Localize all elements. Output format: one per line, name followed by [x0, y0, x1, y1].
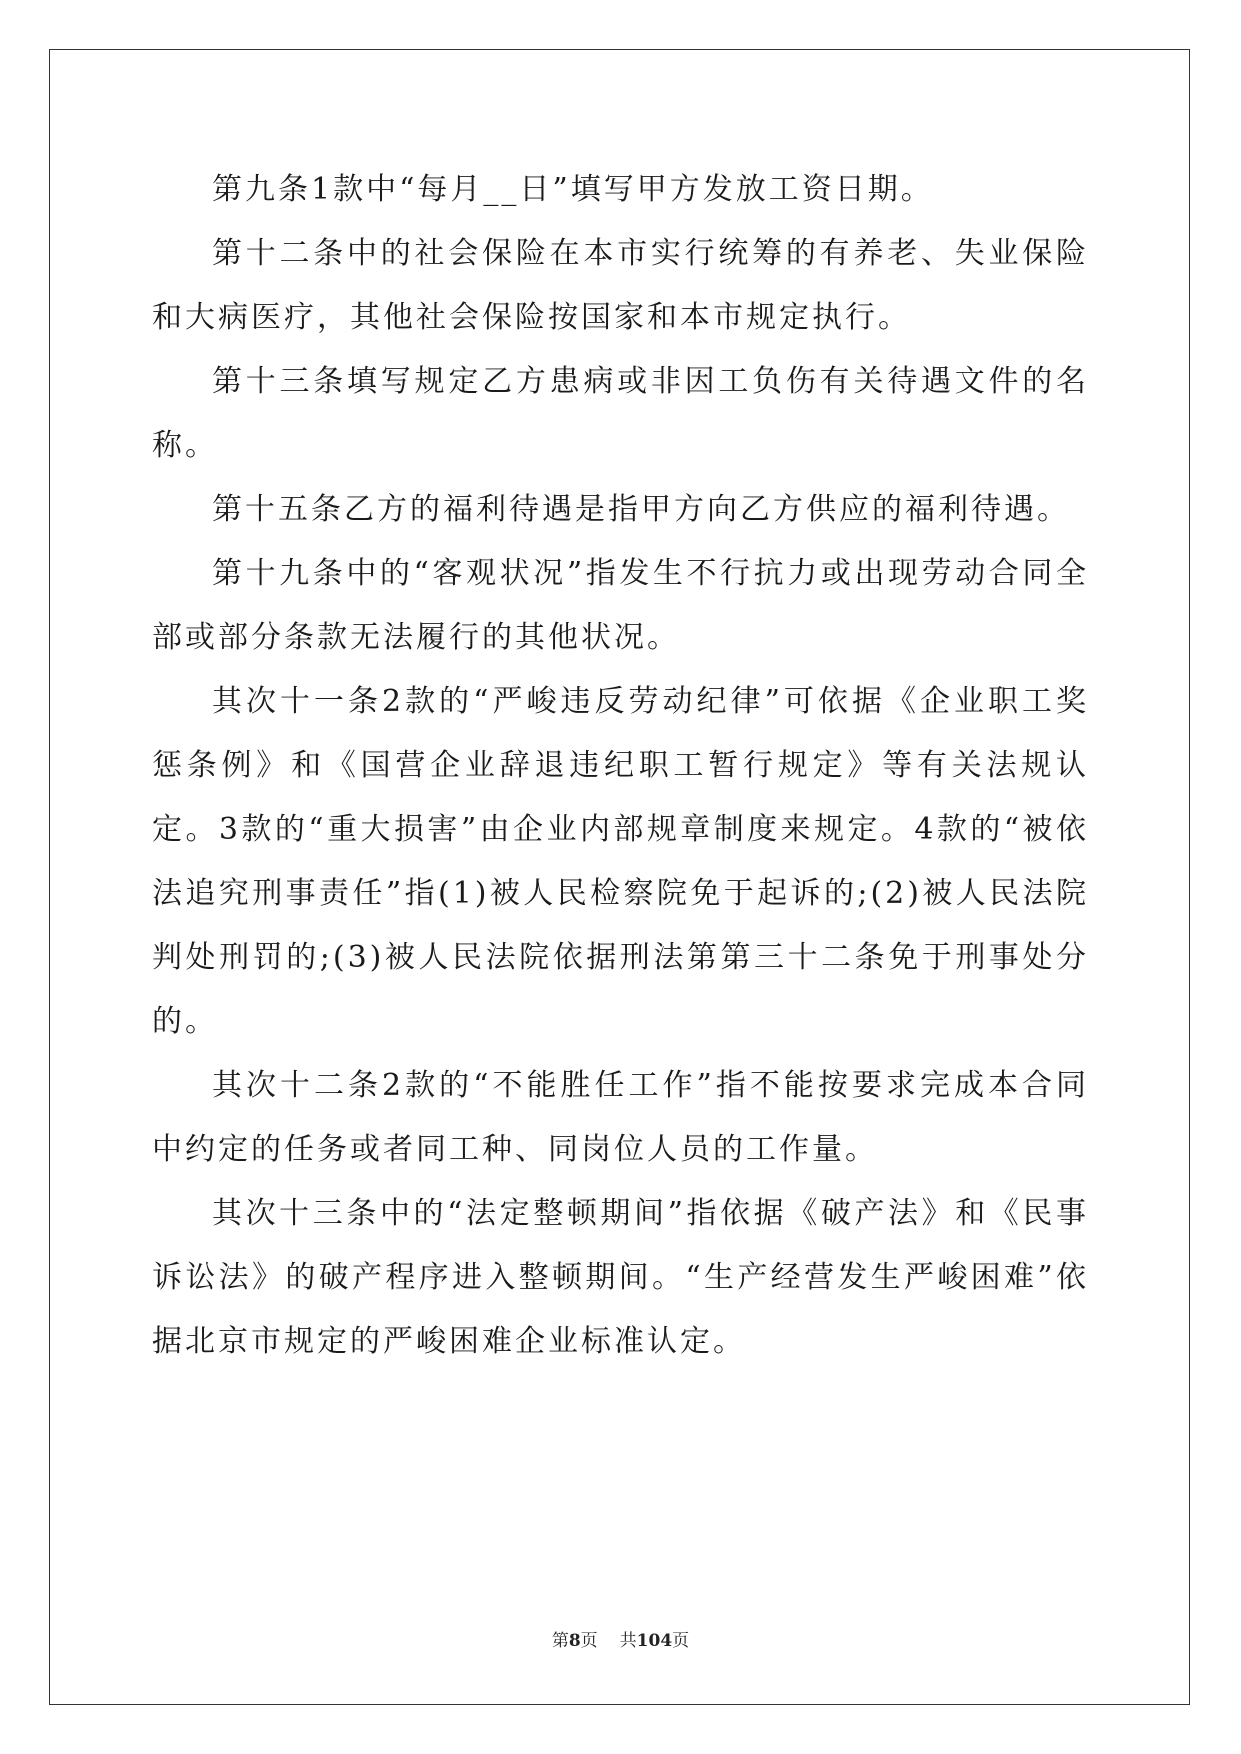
paragraph-article-13: 第十三条填写规定乙方患病或非因工负伤有关待遇文件的名称。	[152, 364, 1089, 463]
page-prefix: 第	[551, 1631, 569, 1651]
paragraph-article-22: 其次十二条2款的“不能胜任工作”指不能按要求完成本合同中约定的任务或者同工种、同岗位人员的工作量。	[152, 1068, 1089, 1167]
paragraph-article-21: 其次十一条2款的“严峻违反劳动纪律”可依据《企业职工奖惩条例》和《国营企业辞退违纪职工暂行规定》等有关法规认定。3款的“重大损害”由企业内部规章制度来规定。4款的“被依法追究刑事责任”指(1)被人民检察院免于起诉的;(2)被人民法院判处刑罚的;(3)被人民法院依据刑法第第三十二条免于刑事处分的。	[152, 684, 1089, 1039]
paragraph-article-9: 第九条1款中“每月__日”填写甲方发放工资日期。	[212, 172, 934, 207]
page-number: 8	[568, 1631, 581, 1651]
total-prefix: 共	[619, 1631, 637, 1651]
paragraph-article-12: 第十二条中的社会保险在本市实行统筹的有养老、失业保险和大病医疗，其他社会保险按国家和本市规定执行。	[152, 236, 1089, 335]
page-suffix: 页	[580, 1631, 598, 1651]
total-suffix: 页	[672, 1631, 690, 1651]
paragraph-article-15: 第十五条乙方的福利待遇是指甲方向乙方供应的福利待遇。	[212, 492, 1070, 527]
paragraph-article-23: 其次十三条中的“法定整顿期间”指依据《破产法》和《民事诉讼法》的破产程序进入整顿期间。“生产经营发生严峻困难”依据北京市规定的严峻困难企业标准认定。	[152, 1196, 1089, 1359]
page-footer	[0, 1626, 1241, 1651]
paragraph-article-19: 第十九条中的“客观状况”指发生不行抗力或出现劳动合同全部或部分条款无法履行的其他状况。	[152, 556, 1089, 655]
total-pages: 104	[636, 1631, 673, 1651]
document-body	[152, 158, 1089, 1374]
